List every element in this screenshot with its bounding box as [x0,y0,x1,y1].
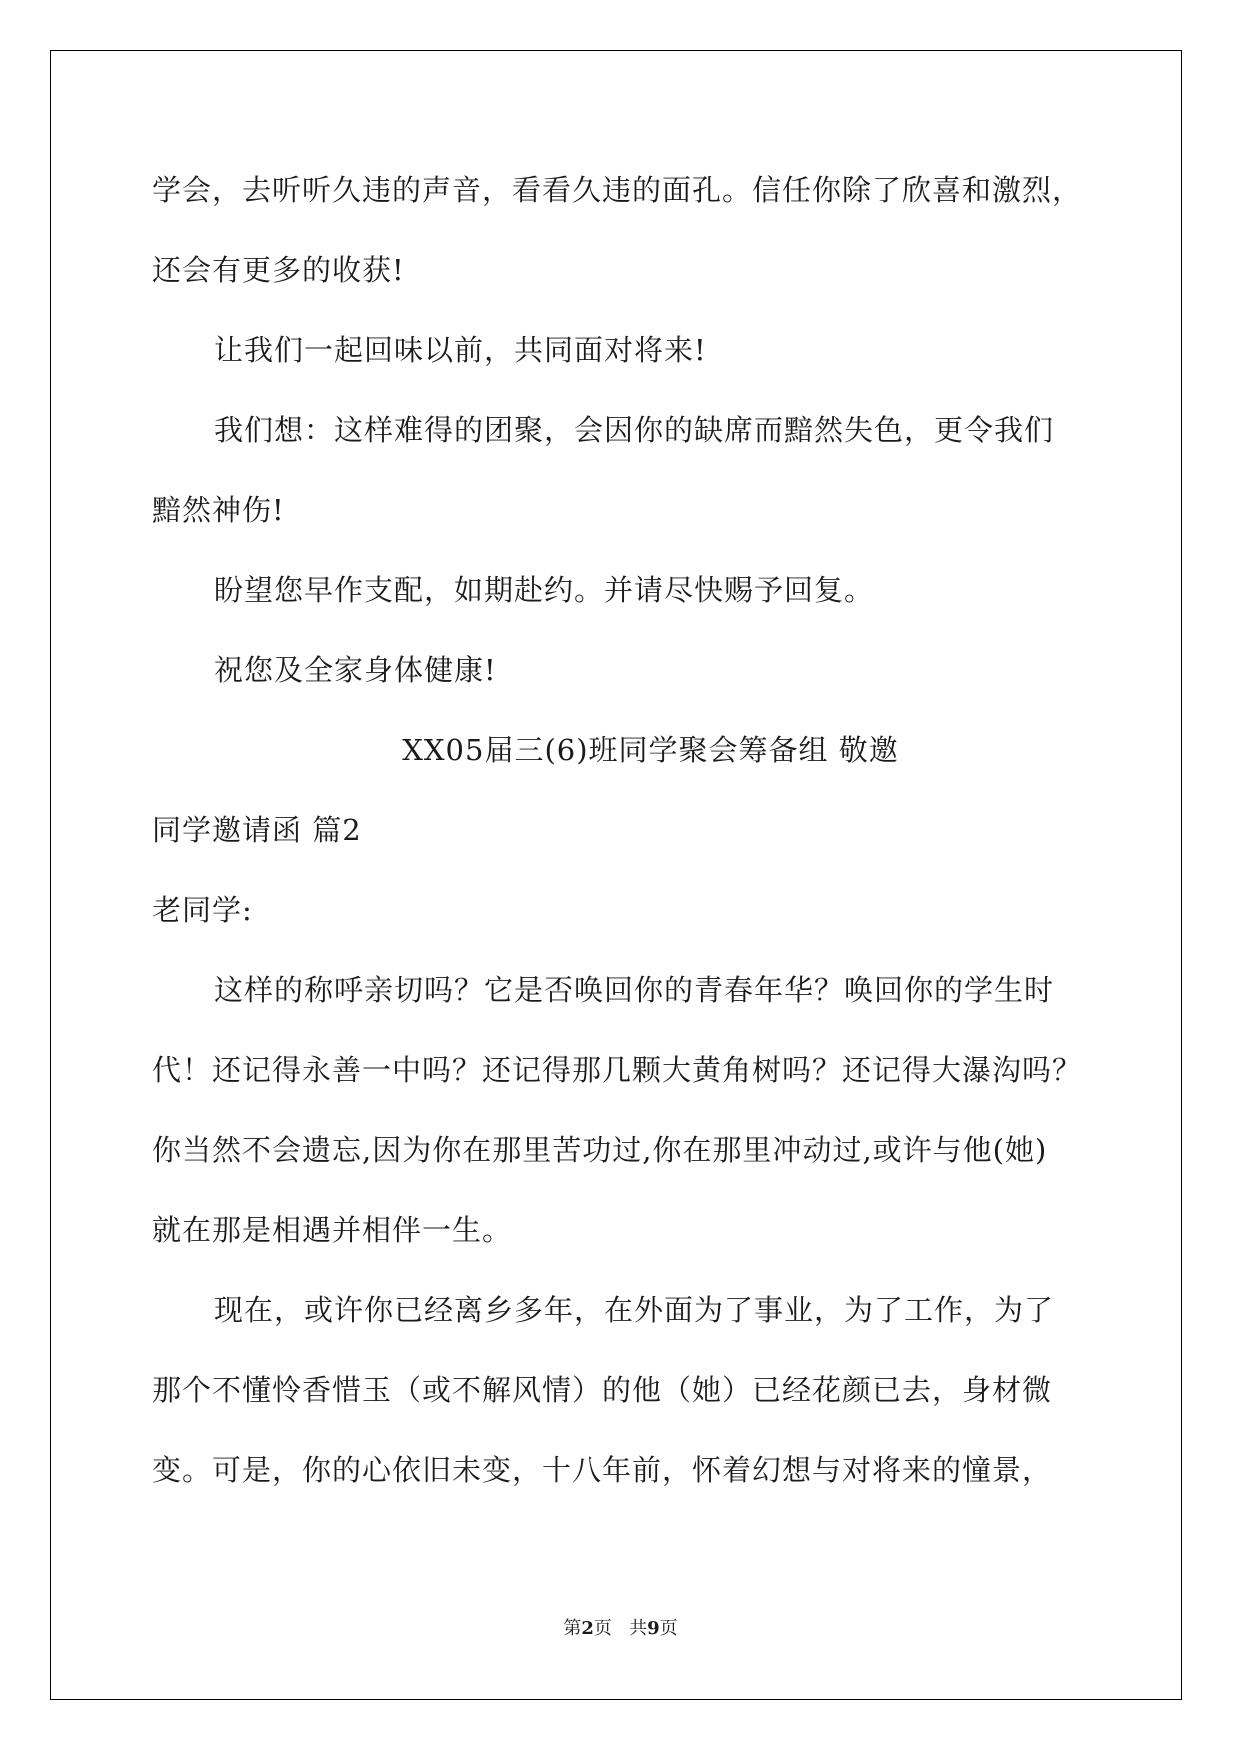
paragraph-line-11: 这样的称呼亲切吗？它是否唤回你的青春年华？唤回你的学生时 [214,973,1055,1007]
paragraph-line-15: 现在，或许你已经离乡多年，在外面为了事业，为了工作，为了 [214,1293,1055,1327]
paragraph-line-12: 代！还记得永善一中吗？还记得那几颗大黄角树吗？还记得大瀑沟吗？ [152,1053,1083,1087]
salutation: 老同学: [152,893,253,927]
paragraph-line-16: 那个不懂怜香惜玉（或不解风情）的他（她）已经花颜已去，身材微 [152,1373,1053,1407]
paragraph-line-3: 让我们一起回味以前，共同面对将来! [214,333,707,367]
section-heading: 同学邀请函 篇2 [152,813,362,847]
paragraph-line-1: 学会，去听听久违的声音，看看久违的面孔。信任你除了欣喜和激烈， [152,173,1083,207]
paragraph-line-5: 黯然神伤! [152,493,285,527]
page-current: 2 [581,1618,594,1639]
page-total: 9 [647,1618,660,1639]
paragraph-line-17: 变。可是，你的心依旧未变，十八年前，怀着幻想与对将来的憧景， [152,1453,1053,1487]
page-prefix: 第 [563,1618,582,1639]
page-suffix: 页 [659,1618,678,1639]
paragraph-line-14: 就在那是相遇并相伴一生。 [152,1213,513,1247]
paragraph-line-13: 你当然不会遗忘,因为你在那里苦功过,你在那里冲动过,或许与他(她) [152,1133,1048,1167]
paragraph-line-4: 我们想：这样难得的团聚，会因你的缺席而黯然失色，更令我们 [214,413,1055,447]
page-mid: 页 共 [593,1618,648,1639]
paragraph-line-6: 盼望您早作支配，如期赴约。并请尽快赐予回复。 [214,573,875,607]
page-footer [0,1617,1241,1641]
signature-line: XX05届三(6)班同学聚会筹备组 敬邀 [402,733,899,767]
paragraph-line-2: 还会有更多的收获! [152,253,405,287]
paragraph-line-7: 祝您及全家身体健康! [214,653,497,687]
